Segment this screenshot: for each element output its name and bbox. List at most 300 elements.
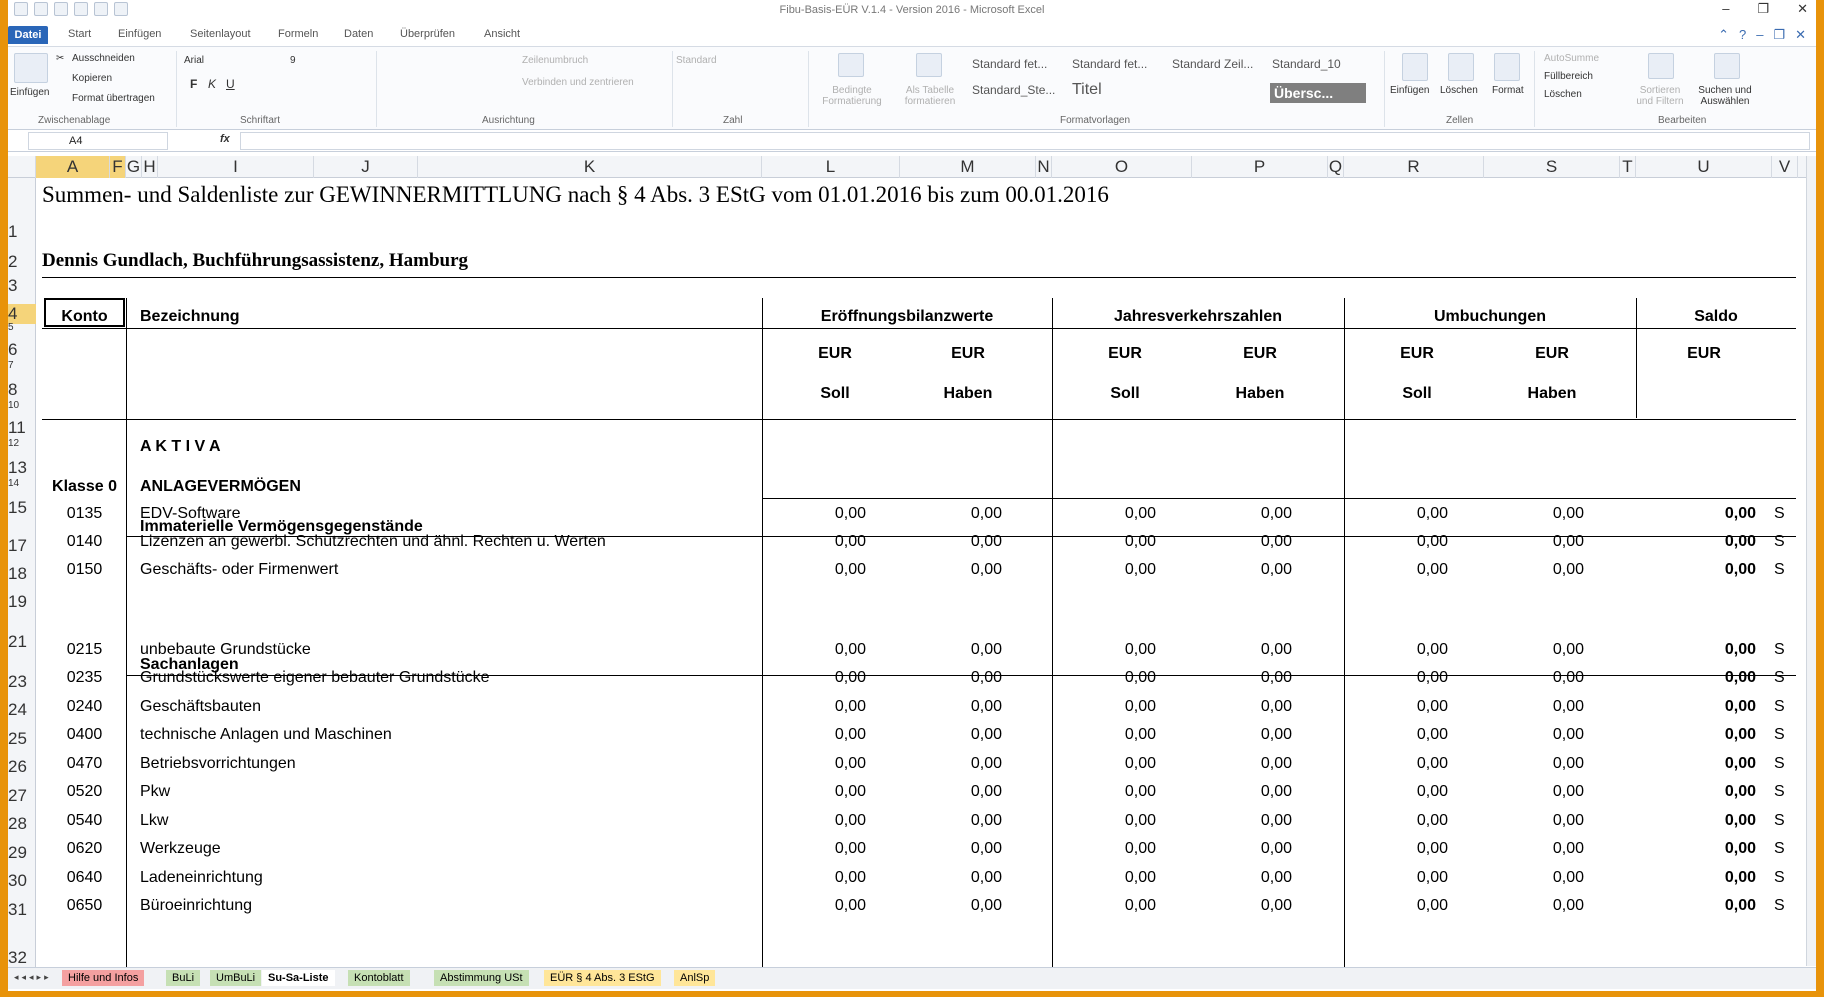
column-header-o[interactable]: O xyxy=(1052,156,1192,178)
row-header[interactable]: 21 xyxy=(8,632,27,651)
row-header[interactable]: 28 xyxy=(8,814,27,833)
account-description[interactable]: Geschäfts- oder Firmenwert xyxy=(140,561,339,578)
header-umbuchungen[interactable]: Umbuchungen xyxy=(1434,308,1546,325)
header-jahresverkehrszahlen[interactable]: Jahresverkehrszahlen xyxy=(1113,308,1283,325)
style-standard-fett-2[interactable]: Standard fet... xyxy=(1072,57,1148,71)
paste-icon[interactable] xyxy=(14,53,48,83)
row-header[interactable]: 6 xyxy=(8,340,18,359)
column-header-q[interactable]: Q xyxy=(1328,157,1343,176)
tab-seitenlayout[interactable]: Seitenlayout xyxy=(190,28,251,40)
group-label-styles: Formatvorlagen xyxy=(1060,115,1131,126)
amount-cell[interactable]: 0,00 xyxy=(834,641,866,658)
row-header[interactable]: 18 xyxy=(8,564,27,583)
account-description[interactable]: EDV-Software xyxy=(140,505,241,522)
tab-einfuegen[interactable]: Einfügen xyxy=(118,28,162,40)
amount-cell[interactable]: 0,00 xyxy=(1552,726,1584,743)
account-number[interactable]: 0650 xyxy=(66,897,103,914)
account-number[interactable]: 0400 xyxy=(66,726,103,743)
sheet-nav-arrows-icon[interactable]: ◂◂◂▸▸ xyxy=(14,972,52,982)
amount-cell[interactable]: 0,00 xyxy=(970,897,1002,914)
style-titel[interactable]: Titel xyxy=(1072,81,1102,98)
amount-cell[interactable]: 0,00 xyxy=(970,869,1002,886)
title-bar xyxy=(8,0,1816,22)
saldo-cell[interactable]: 0,00 xyxy=(1724,533,1756,550)
ribbon-minimize-icon[interactable]: – xyxy=(1756,27,1764,42)
row-header[interactable]: 14 xyxy=(8,478,20,489)
row-header[interactable]: 4 xyxy=(8,304,36,324)
header-eur[interactable]: EUR xyxy=(1400,345,1434,362)
header-eur[interactable]: EUR xyxy=(1687,345,1721,362)
formula-input[interactable] xyxy=(240,132,1810,150)
company-name[interactable]: Dennis Gundlach, Buchführungsassistenz, Hamburg xyxy=(42,250,469,271)
vertical-scrollbar[interactable] xyxy=(1806,156,1816,966)
amount-cell[interactable]: 0,00 xyxy=(1416,812,1448,829)
tab-formeln[interactable]: Formeln xyxy=(278,28,319,40)
amount-cell[interactable]: 0,00 xyxy=(834,840,866,857)
amount-cell[interactable]: 0,00 xyxy=(1552,755,1584,772)
insert-cells-icon[interactable] xyxy=(1402,53,1428,81)
autosum-button[interactable]: AutoSumme xyxy=(1544,53,1600,64)
saldo-side[interactable]: S xyxy=(1774,869,1785,886)
sheet-title[interactable]: Summen- und Saldenliste zur GEWINNERMITTLUNG nach § 4 Abs. 3 EStG vom 01.01.2016 bis zum 00.01.2016 xyxy=(42,182,1109,207)
amount-cell[interactable]: 0,00 xyxy=(1260,755,1292,772)
amount-cell[interactable]: 0,00 xyxy=(1416,698,1448,715)
column-header-i[interactable]: I xyxy=(158,156,314,178)
column-header-u[interactable]: U xyxy=(1636,156,1772,178)
header-soll[interactable]: Soll xyxy=(1110,385,1140,402)
column-header-l[interactable]: L xyxy=(762,156,900,178)
row-headers xyxy=(8,178,36,968)
header-eur[interactable]: EUR xyxy=(1243,345,1277,362)
amount-cell[interactable]: 0,00 xyxy=(1552,641,1584,658)
amount-cell[interactable]: 0,00 xyxy=(970,561,1002,578)
header-eur[interactable]: EUR xyxy=(951,345,985,362)
column-header-f[interactable]: F xyxy=(110,156,126,178)
group-label-editing: Bearbeiten xyxy=(1658,115,1707,126)
border-line xyxy=(126,298,127,968)
amount-cell[interactable]: 0,00 xyxy=(1124,698,1156,715)
amount-cell[interactable]: 0,00 xyxy=(1124,812,1156,829)
insert-cells-button[interactable]: Einfügen xyxy=(1390,85,1430,96)
tab-start[interactable]: Start xyxy=(68,28,92,40)
restore-icon[interactable]: ❐ xyxy=(1757,1,1770,16)
border-line xyxy=(42,277,1796,278)
saldo-side[interactable]: S xyxy=(1774,726,1785,743)
row-header[interactable]: 30 xyxy=(8,871,27,890)
amount-cell[interactable]: 0,00 xyxy=(1124,897,1156,914)
column-header-g[interactable]: G xyxy=(126,157,141,176)
amount-cell[interactable]: 0,00 xyxy=(1416,755,1448,772)
saldo-side[interactable]: S xyxy=(1774,897,1785,914)
saldo-cell[interactable]: 0,00 xyxy=(1724,641,1756,658)
amount-cell[interactable]: 0,00 xyxy=(1416,840,1448,857)
account-number[interactable]: 0520 xyxy=(66,783,103,800)
account-description[interactable]: Lkw xyxy=(140,812,169,829)
copy-button[interactable]: Kopieren xyxy=(72,73,113,84)
style-standard-zeile[interactable]: Standard Zeil... xyxy=(1172,57,1254,71)
worksheet xyxy=(36,178,1808,968)
amount-cell[interactable]: 0,00 xyxy=(834,783,866,800)
sheet-tab[interactable]: Kontoblatt xyxy=(348,970,410,986)
fill-button[interactable]: Füllbereich xyxy=(1544,71,1593,82)
amount-cell[interactable]: 0,00 xyxy=(1552,533,1584,550)
header-eur[interactable]: EUR xyxy=(818,345,852,362)
header-eroeffnungsbilanzwerte[interactable]: Eröffnungsbilanzwerte xyxy=(820,308,994,325)
conditional-format-icon[interactable] xyxy=(838,53,864,77)
font-name-select[interactable]: Arial xyxy=(184,55,205,66)
amount-cell[interactable]: 0,00 xyxy=(1260,641,1292,658)
select-all-corner[interactable] xyxy=(8,156,36,178)
ribbon-separator xyxy=(672,51,673,127)
account-description[interactable]: Büroeinrichtung xyxy=(140,897,253,914)
amount-cell[interactable]: 0,00 xyxy=(1260,533,1292,550)
row-header[interactable]: 15 xyxy=(8,498,27,517)
header-saldo[interactable]: Saldo xyxy=(1694,308,1738,325)
sort-filter-button[interactable]: Sortieren und Filtern xyxy=(1636,85,1684,107)
account-number[interactable]: 0470 xyxy=(66,755,103,772)
row-header[interactable]: 13 xyxy=(8,458,27,477)
amount-cell[interactable]: 0,00 xyxy=(834,897,866,914)
column-headers xyxy=(8,156,1808,178)
amount-cell[interactable]: 0,00 xyxy=(1260,783,1292,800)
row-header[interactable]: 10 xyxy=(8,400,20,411)
conditional-format-button[interactable]: Bedingte Formatierung xyxy=(822,85,882,107)
delete-cells-icon[interactable] xyxy=(1448,53,1474,81)
amount-cell[interactable]: 0,00 xyxy=(1124,641,1156,658)
saldo-side[interactable]: S xyxy=(1774,533,1785,550)
account-description[interactable]: Werkzeuge xyxy=(140,840,221,857)
account-number[interactable]: 0135 xyxy=(66,505,103,522)
ribbon-separator xyxy=(376,51,377,127)
close-icon[interactable]: ✕ xyxy=(1797,1,1808,16)
amount-cell[interactable]: 0,00 xyxy=(834,669,866,686)
saldo-cell[interactable]: 0,00 xyxy=(1724,669,1756,686)
sheet-tab[interactable]: Abstimmung USt xyxy=(434,970,529,986)
amount-cell[interactable]: 0,00 xyxy=(970,755,1002,772)
sheet-tab[interactable]: EÜR § 4 Abs. 3 EStG xyxy=(544,970,661,986)
amount-cell[interactable]: 0,00 xyxy=(1416,669,1448,686)
header-konto[interactable]: Konto xyxy=(61,308,108,325)
amount-cell[interactable]: 0,00 xyxy=(1260,840,1292,857)
column-header-m[interactable]: M xyxy=(900,156,1036,178)
amount-cell[interactable]: 0,00 xyxy=(834,755,866,772)
column-header-a[interactable]: A xyxy=(36,156,110,178)
amount-cell[interactable]: 0,00 xyxy=(1552,561,1584,578)
account-description[interactable]: Pkw xyxy=(140,783,171,800)
tab-ueberpruefen[interactable]: Überprüfen xyxy=(400,28,456,40)
saldo-cell[interactable]: 0,00 xyxy=(1724,698,1756,715)
style-standard-fett-1[interactable]: Standard fet... xyxy=(972,57,1048,71)
amount-cell[interactable]: 0,00 xyxy=(1260,726,1292,743)
ribbon-separator xyxy=(1534,51,1535,127)
section-anlagevermoegen[interactable]: ANLAGEVERMÖGEN xyxy=(140,478,301,495)
saldo-side[interactable]: S xyxy=(1774,561,1785,578)
delete-cells-button[interactable]: Löschen xyxy=(1440,85,1478,96)
amount-cell[interactable]: 0,00 xyxy=(834,561,866,578)
group-label-clipboard: Zwischenablage xyxy=(38,115,111,126)
italic-button[interactable]: K xyxy=(208,77,217,91)
number-format-select[interactable]: Standard xyxy=(676,55,717,66)
amount-cell[interactable]: 0,00 xyxy=(970,641,1002,658)
amount-cell[interactable]: 0,00 xyxy=(834,533,866,550)
section-aktiva[interactable]: A K T I V A xyxy=(140,438,221,455)
border-line xyxy=(42,419,1796,420)
sheet-tab-bar xyxy=(8,967,1816,989)
amount-cell[interactable]: 0,00 xyxy=(1124,755,1156,772)
formula-bar xyxy=(8,130,1816,152)
group-label-cells: Zellen xyxy=(1446,115,1474,126)
account-description[interactable]: Grundstückswerte eigener bebauter Grundstücke xyxy=(140,669,490,686)
minimize-icon[interactable]: – xyxy=(1722,1,1730,16)
style-standard-10[interactable]: Standard_10 xyxy=(1272,57,1341,71)
window-controls xyxy=(1722,1,1808,17)
amount-cell[interactable]: 0,00 xyxy=(1260,698,1292,715)
amount-cell[interactable]: 0,00 xyxy=(1416,533,1448,550)
ribbon-separator xyxy=(808,51,809,127)
sort-filter-icon[interactable] xyxy=(1648,53,1674,79)
column-header-r[interactable]: R xyxy=(1344,156,1484,178)
amount-cell[interactable]: 0,00 xyxy=(1260,669,1292,686)
row-header[interactable]: 25 xyxy=(8,729,27,748)
account-number[interactable]: 0540 xyxy=(66,812,103,829)
amount-cell[interactable]: 0,00 xyxy=(1416,783,1448,800)
insert-function-icon[interactable]: fx xyxy=(220,133,230,145)
amount-cell[interactable]: 0,00 xyxy=(834,869,866,886)
saldo-side[interactable]: S xyxy=(1774,755,1785,772)
header-eur[interactable]: EUR xyxy=(1535,345,1569,362)
amount-cell[interactable]: 0,00 xyxy=(1552,812,1584,829)
account-description[interactable]: Ladeneinrichtung xyxy=(140,869,263,886)
merge-center-button[interactable]: Verbinden und zentrieren xyxy=(522,77,634,88)
amount-cell[interactable]: 0,00 xyxy=(1124,505,1156,522)
saldo-side[interactable]: S xyxy=(1774,669,1785,686)
column-header-s[interactable]: S xyxy=(1484,156,1620,178)
amount-cell[interactable]: 0,00 xyxy=(834,505,866,522)
saldo-cell[interactable]: 0,00 xyxy=(1724,755,1756,772)
ribbon-separator xyxy=(1384,51,1385,127)
saldo-cell[interactable]: 0,00 xyxy=(1724,561,1756,578)
row-header[interactable]: 23 xyxy=(8,672,27,691)
row-header[interactable]: 1 xyxy=(8,222,18,241)
style-ueberschrift[interactable]: Übersc... xyxy=(1270,83,1366,103)
amount-cell[interactable]: 0,00 xyxy=(1552,698,1584,715)
format-as-table-icon[interactable] xyxy=(916,53,942,77)
account-number[interactable]: 0235 xyxy=(66,669,103,686)
saldo-side[interactable]: S xyxy=(1774,783,1785,800)
amount-cell[interactable]: 0,00 xyxy=(1124,869,1156,886)
row-header[interactable]: 7 xyxy=(8,360,14,371)
clear-button[interactable]: Löschen xyxy=(1544,89,1582,100)
account-number[interactable]: 0640 xyxy=(66,869,103,886)
saldo-cell[interactable]: 0,00 xyxy=(1724,840,1756,857)
saldo-side[interactable]: S xyxy=(1774,641,1785,658)
ribbon-tabs xyxy=(8,24,1816,46)
amount-cell[interactable]: 0,00 xyxy=(1124,669,1156,686)
tab-daten[interactable]: Daten xyxy=(344,28,374,40)
section-immateriell[interactable]: Immaterielle Vermögensgegenstände xyxy=(140,518,423,535)
amount-cell[interactable]: 0,00 xyxy=(1260,897,1292,914)
column-header-t[interactable]: T xyxy=(1620,156,1636,178)
excel-window xyxy=(8,0,1816,991)
row-header[interactable]: 11 xyxy=(8,418,26,437)
header-eur[interactable]: EUR xyxy=(1108,345,1142,362)
amount-cell[interactable]: 0,00 xyxy=(1552,840,1584,857)
workbook-close-icon[interactable]: ✕ xyxy=(1795,27,1806,42)
row-header[interactable]: 26 xyxy=(8,757,27,776)
amount-cell[interactable]: 0,00 xyxy=(1416,561,1448,578)
tab-ansicht[interactable]: Ansicht xyxy=(484,28,521,40)
account-description[interactable]: Lizenzen an gewerbl. Schutzrechten und ähnl. Rechten u. Werten xyxy=(140,533,606,550)
row-header[interactable]: 5 xyxy=(8,322,14,333)
amount-cell[interactable]: 0,00 xyxy=(1124,726,1156,743)
header-haben[interactable]: Haben xyxy=(1527,385,1577,402)
account-description[interactable]: technische Anlagen und Maschinen xyxy=(140,726,392,743)
amount-cell[interactable]: 0,00 xyxy=(1552,897,1584,914)
format-cells-button[interactable]: Format xyxy=(1492,85,1524,96)
row-header[interactable]: 3 xyxy=(8,276,18,295)
saldo-cell[interactable]: 0,00 xyxy=(1724,897,1756,914)
saldo-cell[interactable]: 0,00 xyxy=(1724,783,1756,800)
amount-cell[interactable]: 0,00 xyxy=(970,726,1002,743)
name-box[interactable]: A4 xyxy=(28,132,168,150)
underline-button[interactable]: U xyxy=(226,77,235,91)
column-header-h[interactable]: H xyxy=(142,156,158,178)
column-header-k[interactable]: K xyxy=(418,156,762,178)
account-number[interactable]: 0620 xyxy=(66,840,103,857)
sheet-tab[interactable]: BuLi xyxy=(166,970,200,986)
amount-cell[interactable]: 0,00 xyxy=(834,812,866,829)
group-label-alignment: Ausrichtung xyxy=(482,115,535,126)
group-label-number: Zahl xyxy=(723,115,743,126)
cut-icon[interactable]: ✂ xyxy=(56,53,65,64)
row-header[interactable]: 32 xyxy=(8,948,27,967)
sheet-tab[interactable]: AnlSp xyxy=(674,970,715,986)
header-bezeichnung[interactable]: Bezeichnung xyxy=(140,308,240,325)
account-number[interactable]: 0140 xyxy=(66,533,103,550)
account-number[interactable]: 0240 xyxy=(66,698,103,715)
amount-cell[interactable]: 0,00 xyxy=(1416,897,1448,914)
amount-cell[interactable]: 0,00 xyxy=(1124,783,1156,800)
row-header[interactable]: 27 xyxy=(8,786,27,805)
saldo-cell[interactable]: 0,00 xyxy=(1724,869,1756,886)
section-sachanlagen[interactable]: Sachanlagen xyxy=(140,656,239,673)
column-header-j[interactable]: J xyxy=(314,156,418,178)
amount-cell[interactable]: 0,00 xyxy=(1416,869,1448,886)
row-header[interactable]: 19 xyxy=(8,592,27,611)
amount-cell[interactable]: 0,00 xyxy=(970,783,1002,800)
amount-cell[interactable]: 0,00 xyxy=(970,533,1002,550)
section-klasse[interactable]: Klasse 0 xyxy=(52,478,117,495)
amount-cell[interactable]: 0,00 xyxy=(834,726,866,743)
row-header[interactable]: 29 xyxy=(8,843,27,862)
sheet-tab[interactable]: Hilfe und Infos xyxy=(62,970,144,986)
saldo-side[interactable]: S xyxy=(1774,698,1785,715)
row-header[interactable]: 24 xyxy=(8,700,27,719)
amount-cell[interactable]: 0,00 xyxy=(1552,505,1584,522)
ribbon xyxy=(8,46,1816,130)
cut-button[interactable]: Ausschneiden xyxy=(72,53,135,64)
format-cells-icon[interactable] xyxy=(1494,53,1520,81)
row-header[interactable]: 31 xyxy=(8,900,27,919)
border-line xyxy=(42,328,1796,329)
saldo-cell[interactable]: 0,00 xyxy=(1724,812,1756,829)
amount-cell[interactable]: 0,00 xyxy=(970,505,1002,522)
amount-cell[interactable]: 0,00 xyxy=(1124,561,1156,578)
amount-cell[interactable]: 0,00 xyxy=(970,698,1002,715)
amount-cell[interactable]: 0,00 xyxy=(1260,812,1292,829)
header-haben[interactable]: Haben xyxy=(943,385,993,402)
amount-cell[interactable]: 0,00 xyxy=(1552,669,1584,686)
column-header-p[interactable]: P xyxy=(1192,156,1328,178)
amount-cell[interactable]: 0,00 xyxy=(1124,840,1156,857)
amount-cell[interactable]: 0,00 xyxy=(1260,561,1292,578)
amount-cell[interactable]: 0,00 xyxy=(970,840,1002,857)
format-painter-button[interactable]: Format übertragen xyxy=(72,93,155,104)
style-standard-ste[interactable]: Standard_Ste... xyxy=(972,83,1056,97)
account-description[interactable]: Betriebsvorrichtungen xyxy=(140,755,296,772)
header-soll[interactable]: Soll xyxy=(1402,385,1432,402)
border-line xyxy=(762,498,1796,499)
column-header-v[interactable]: V xyxy=(1772,156,1798,178)
amount-cell[interactable]: 0,00 xyxy=(1416,726,1448,743)
help-area xyxy=(1718,27,1806,43)
group-label-font: Schriftart xyxy=(240,115,281,126)
sheet-tab[interactable]: Su-Sa-Liste xyxy=(262,970,335,986)
saldo-side[interactable]: S xyxy=(1774,505,1785,522)
amount-cell[interactable]: 0,00 xyxy=(970,669,1002,686)
amount-cell[interactable]: 0,00 xyxy=(1416,505,1448,522)
find-select-button[interactable]: Suchen und Auswählen xyxy=(1698,85,1752,107)
account-description[interactable]: unbebaute Grundstücke xyxy=(140,641,311,658)
format-as-table-button[interactable]: Als Tabelle formatieren xyxy=(904,85,956,107)
saldo-cell[interactable]: 0,00 xyxy=(1724,726,1756,743)
bold-button[interactable]: F xyxy=(190,77,198,91)
amount-cell[interactable]: 0,00 xyxy=(1260,869,1292,886)
amount-cell[interactable]: 0,00 xyxy=(834,698,866,715)
find-select-icon[interactable] xyxy=(1714,53,1740,79)
font-size-select[interactable]: 9 xyxy=(290,55,296,66)
amount-cell[interactable]: 0,00 xyxy=(1260,505,1292,522)
saldo-side[interactable]: S xyxy=(1774,840,1785,857)
paste-button[interactable]: Einfügen xyxy=(10,87,50,98)
amount-cell[interactable]: 0,00 xyxy=(1552,783,1584,800)
row-header[interactable]: 8 xyxy=(8,380,18,399)
amount-cell[interactable]: 0,00 xyxy=(970,812,1002,829)
row-header[interactable]: 12 xyxy=(8,438,20,449)
header-soll[interactable]: Soll xyxy=(820,385,850,402)
help-icon[interactable]: ? xyxy=(1738,27,1747,42)
account-number[interactable]: 0150 xyxy=(66,561,103,578)
sheet-tab[interactable]: UmBuLi xyxy=(210,970,261,986)
ribbon-separator xyxy=(176,51,177,127)
header-haben[interactable]: Haben xyxy=(1235,385,1285,402)
account-number[interactable]: 0215 xyxy=(66,641,103,658)
amount-cell[interactable]: 0,00 xyxy=(1552,869,1584,886)
amount-cell[interactable]: 0,00 xyxy=(1124,533,1156,550)
saldo-cell[interactable]: 0,00 xyxy=(1724,505,1756,522)
active-cell-selection xyxy=(44,298,125,327)
saldo-side[interactable]: S xyxy=(1774,812,1785,829)
ribbon-restore-icon[interactable]: ❐ xyxy=(1773,27,1786,42)
ribbon-collapse-icon[interactable]: ⌃ xyxy=(1718,27,1729,42)
row-header[interactable]: 2 xyxy=(8,252,18,271)
column-header-n[interactable]: N xyxy=(1036,156,1052,178)
amount-cell[interactable]: 0,00 xyxy=(1416,641,1448,658)
account-description[interactable]: Geschäftsbauten xyxy=(140,698,261,715)
row-header[interactable]: 17 xyxy=(8,536,27,555)
tab-datei[interactable]: Datei xyxy=(8,26,48,44)
wrap-text-button[interactable]: Zeilenumbruch xyxy=(522,55,589,66)
